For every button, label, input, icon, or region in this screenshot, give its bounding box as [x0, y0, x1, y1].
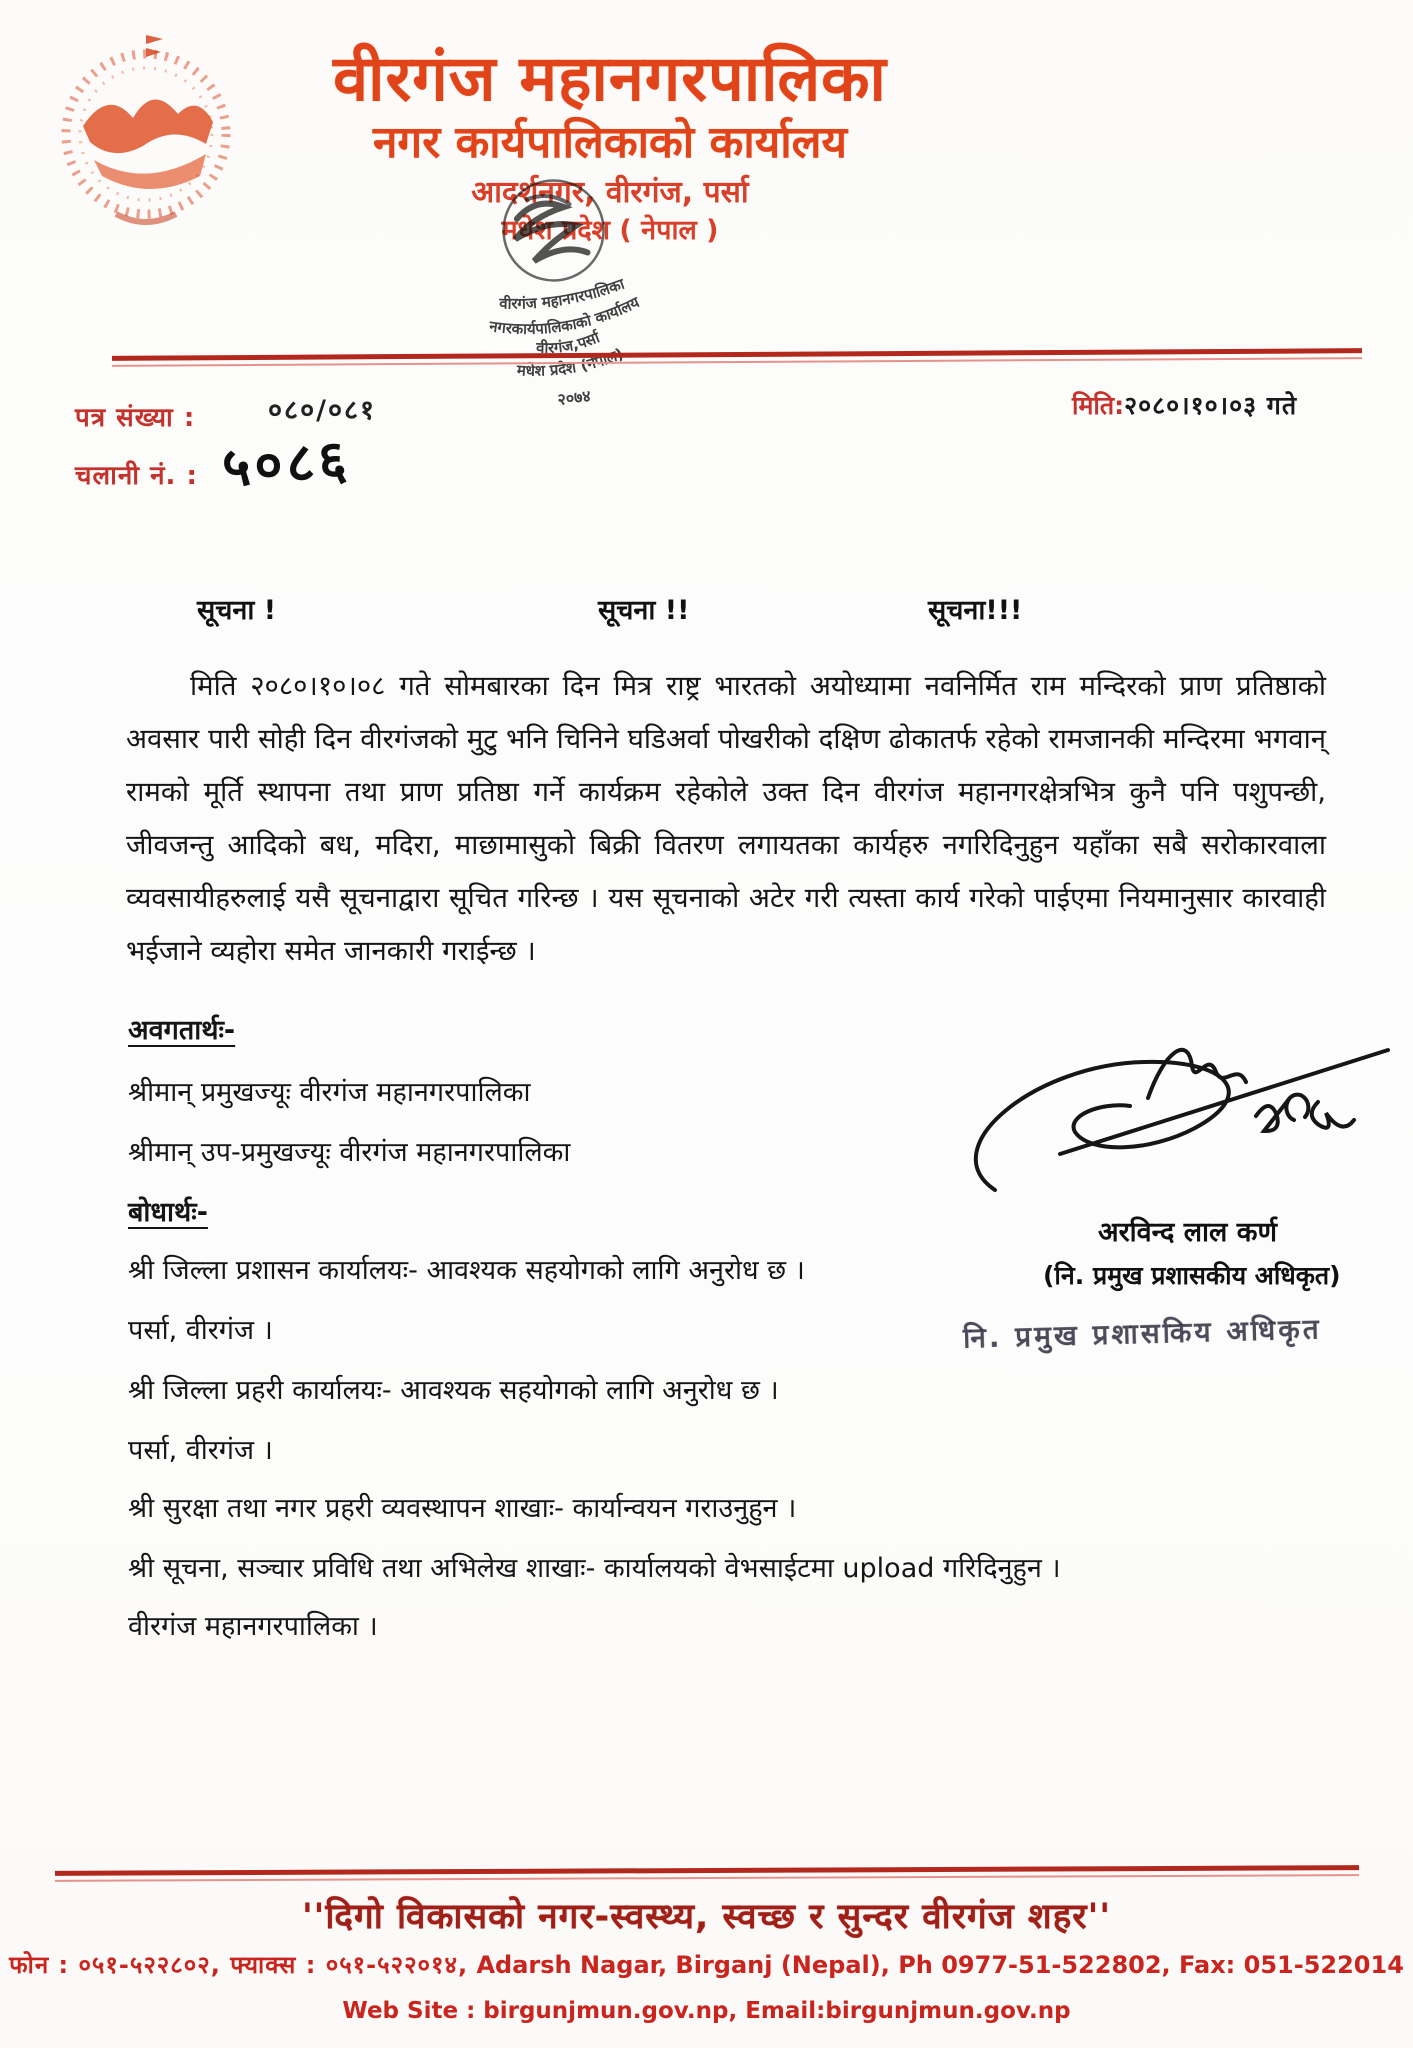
notice-heading-3: सूचना!!! [928, 595, 1023, 626]
cc-item: श्रीमान् उप-प्रमुखज्यूः वीरगंज महानगरपालिका [128, 1137, 571, 1168]
footer-slogan: ''दिगो विकासको नगर-स्वस्थ्य, स्वच्छ र सुन्दर वीरगंज शहर'' [301, 1897, 1112, 1937]
notice-heading-1: सूचना ! [197, 595, 277, 626]
bodharth-section-heading: बोधार्थः- [128, 1197, 208, 1228]
ref-number-label: पत्र संख्या : [75, 403, 196, 433]
date-label: मिति: [1072, 391, 1125, 420]
stamp-text-line2: नगरकार्यपालिकाको कार्यालय [488, 293, 643, 339]
designation-stamp-text: नि. प्रमुख प्रशासकिय अधिकृत [962, 1312, 1323, 1355]
footer-contact-line [0, 1948, 1413, 1981]
stamp-text-line3: वीरगंज,पर्सा [535, 328, 603, 358]
bodharth-item: श्री जिल्ला प्रशासन कार्यालयः- आवश्यक सहयोगको लागि अनुरोध छ । [128, 1255, 805, 1286]
bodharth-item: पर्सा, वीरगंज । [128, 1435, 273, 1466]
footer-divider [55, 1865, 1359, 1876]
org-name: वीरगंज महानगरपालिका [333, 42, 887, 115]
cc-item: श्रीमान् प्रमुखज्यूः वीरगंज महानगरपालिका [128, 1077, 531, 1108]
ref-number-value: ०८०/०८१ [268, 395, 377, 426]
stamp-text-line1: वीरगंज महानगरपालिका [499, 274, 627, 313]
dispatch-number-value-handwritten: ५०८६ [220, 427, 353, 500]
notice-body-paragraph: मिति २०८०।१०।०८ गते सोमबारका दिन मित्र राष्ट्र भारतको अयोध्यामा नवनिर्मित राम मन्दिरको प्राण प्रतिष्ठाको अवसार पारी सोही दिन वीरगंजको मुटु भनि चिनिने घडिअर्वा पोखरीको दक्षिण ढोकातर्फ रहेको रामजानकी मन्दिरमा भगवान् रामको मूर्ति स्थापना तथा प्राण प्रतिष्ठा गर्ने कार्यक्रम रहेकोले उक्त दिन वीरगंज महानगरक्षेत्रभित्र कुनै पनि पशुपन्छी, जीवजन्तु आदिको बध, मदिरा, माछामासुको बिक्री वितरण लगायतका कार्यहरु नगरिदिनुहुन यहाँका सबै सरोकारवाला व्यवसायीहरुलाई यसै सूचनाद्वारा सूचित गरिन्छ । यस सूचनाको अटेर गरी त्यस्ता कार्य गरेको पाईएमा नियमानुसार कारवाही भईजाने व्यहोरा समेत जानकारी गराईन्छ । [126, 670, 1326, 967]
office-round-stamp [428, 158, 693, 423]
bodharth-item: श्री जिल्ला प्रहरी कार्यालयः- आवश्यक सहयोगको लागि अनुरोध छ । [128, 1375, 779, 1406]
letter-date [1072, 388, 1297, 422]
bodharth-item: वीरगंज महानगरपालिका । [128, 1611, 378, 1642]
notice-heading-2: सूचना !! [598, 595, 690, 626]
header-divider [112, 348, 1362, 361]
bodharth-item: पर्सा, वीरगंज । [128, 1315, 273, 1346]
signature-scribble [940, 1022, 1400, 1210]
footer-web-email-line: Web Site : birgunjmun.gov.np, Email:birgunjmun.gov.np [342, 1998, 1071, 2024]
cc-section-heading: अवगतार्थः- [128, 1015, 236, 1046]
address-line: आदर्शनगर, वीरगंज, पर्सा [471, 175, 749, 210]
stamp-year: २०७४ [556, 386, 592, 410]
signatory-name: अरविन्द लाल कर्ण [1098, 1217, 1278, 1248]
date-value: २०८०।१०।०३ गते [1124, 391, 1298, 420]
office-name: नगर कार्यपालिकाको कार्यालय [373, 117, 847, 168]
stamp-text-line4: मधेश प्रदेश (नेपाल) [516, 344, 626, 380]
footer-address-english: Adarsh Nagar, Birganj (Nepal), Ph 0977-51-522802, Fax: 051-522014 [468, 1951, 1404, 1979]
bodharth-item: श्री सूचना, सञ्चार प्रविधि तथा अभिलेख शाखाः- कार्यालयको वेभसाईटमा upload गरिदिनुहुन । [128, 1553, 1061, 1584]
footer-phone-nepali: फोन : ०५१-५२२८०२, फ्याक्स : ०५१-५२२०१४, [9, 1951, 469, 1979]
province-line: मधेश प्रदेश ( नेपाल ) [501, 215, 719, 246]
dispatch-number-label: चलानी नं. : [75, 461, 198, 491]
bodharth-item: श्री सुरक्षा तथा नगर प्रहरी व्यवस्थापन शाखाः- कार्यान्वयन गराउनुहुन । [128, 1493, 797, 1524]
signatory-designation: (नि. प्रमुख प्रशासकीय अधिकृत) [1043, 1261, 1341, 1290]
